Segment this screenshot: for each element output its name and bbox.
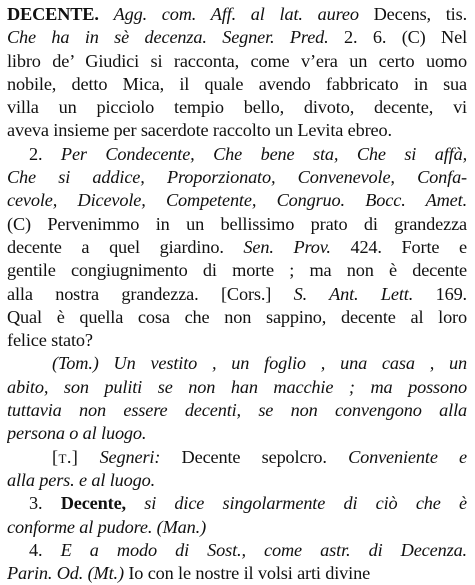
entry-line bbox=[7, 329, 467, 352]
entry-line bbox=[7, 50, 467, 73]
body-text: (C) Pervenimmo in un bellissimo prato di grandezza bbox=[7, 213, 467, 234]
entry-line bbox=[7, 352, 467, 375]
body-text: 424. Forte e bbox=[330, 236, 467, 257]
entry-line bbox=[7, 73, 467, 96]
entry-line bbox=[7, 469, 467, 492]
entry-line bbox=[7, 3, 467, 26]
italic-text: si dice singolarmente di ciò che è bbox=[125, 493, 467, 514]
headword-text: Decente, bbox=[60, 493, 126, 514]
body-text: Decens, tis. bbox=[358, 4, 467, 24]
italic-text: Conveniente e bbox=[348, 446, 467, 467]
italic-text: tuttavia non essere decenti, se non convengono alla bbox=[7, 400, 467, 421]
italic-text: Sen. Prov. bbox=[243, 236, 331, 257]
smallcaps-text: [t.] bbox=[52, 446, 79, 467]
italic-text: Parin. Od. (Mt.) bbox=[7, 563, 124, 584]
body-text: nobile, detto Mica, il quale avendo fabbricato in sua bbox=[7, 73, 467, 94]
body-text: felice stato? bbox=[7, 330, 93, 351]
body-text: villa un picciolo tempio bello, divoto, decente, vi bbox=[7, 97, 467, 118]
body-text: Io con le nostre il volsi arti divine bbox=[123, 563, 371, 584]
body-text: 2. bbox=[29, 143, 61, 164]
body-text: libro de’ Giudici si racconta, come v’era un certo uomo bbox=[7, 50, 467, 71]
entry-line bbox=[7, 399, 467, 422]
entry-line bbox=[7, 516, 467, 539]
entry-line bbox=[7, 422, 467, 445]
entry-line bbox=[7, 539, 467, 562]
entry-line bbox=[7, 189, 467, 212]
italic-text: cevole, Dicevole, Competente, Congruo. Bocc. Amet. bbox=[7, 190, 467, 211]
entry-line bbox=[7, 213, 467, 236]
entry-line bbox=[7, 26, 467, 49]
body-text: aveva insieme per sacerdote raccolto un Levita ebreo. bbox=[7, 120, 392, 141]
body-text: 3. bbox=[29, 493, 61, 514]
entry-line bbox=[7, 492, 467, 515]
body-text: Qual è quella cosa che non sappino, decente al loro bbox=[7, 306, 467, 327]
entry-line bbox=[7, 143, 467, 166]
italic-text: Che si addice, Proporzionato, Convenevole, Confa- bbox=[7, 167, 467, 188]
italic-text: abito, son puliti se non han macchie ; ma possono bbox=[7, 376, 467, 397]
italic-text: Agg. com. Aff. al lat. aureo bbox=[113, 4, 359, 24]
italic-text: alla pers. e al luogo. bbox=[7, 469, 156, 490]
italic-text: E a modo di Sost., come astr. di Decenza. bbox=[60, 539, 467, 560]
italic-text: Segneri: bbox=[99, 446, 161, 467]
italic-text: Per Condecente, Che bene sta, Che si affà, bbox=[60, 143, 467, 164]
italic-text: S. Ant. Lett. bbox=[293, 283, 414, 304]
entry-line bbox=[7, 376, 467, 399]
body-text bbox=[78, 447, 99, 467]
body-text: 4. bbox=[29, 539, 61, 560]
entry-line bbox=[7, 166, 467, 189]
entry-line bbox=[7, 236, 467, 259]
entry-line bbox=[7, 259, 467, 282]
entry-line bbox=[7, 96, 467, 119]
italic-text: Che ha in sè decenza. Segner. Pred. bbox=[7, 27, 329, 48]
italic-text: persona o al luogo. bbox=[7, 423, 147, 444]
body-text: decente a quel giardino. bbox=[7, 236, 244, 257]
headword-text: DECENTE. bbox=[7, 4, 99, 24]
body-text: 2. 6. (C) Nel bbox=[328, 27, 467, 48]
body-text: 169. bbox=[413, 283, 467, 304]
body-text: alla nostra grandezza. [Cors.] bbox=[7, 283, 294, 304]
entry-line bbox=[7, 446, 467, 469]
body-text: Decente sepolcro. bbox=[160, 446, 349, 467]
entry-line bbox=[7, 119, 467, 142]
entry-line bbox=[7, 306, 467, 329]
body-text bbox=[99, 4, 114, 24]
body-text: gentile congiugnimento di morte ; ma non è decente bbox=[7, 260, 467, 281]
italic-text: (Tom.) Un vestito , un foglio , una casa , un bbox=[52, 353, 467, 374]
italic-text: conforme al pudore. (Man.) bbox=[7, 516, 207, 537]
entry-line bbox=[7, 283, 467, 306]
dictionary-entry-decente bbox=[7, 3, 467, 585]
entry-line bbox=[7, 562, 467, 585]
